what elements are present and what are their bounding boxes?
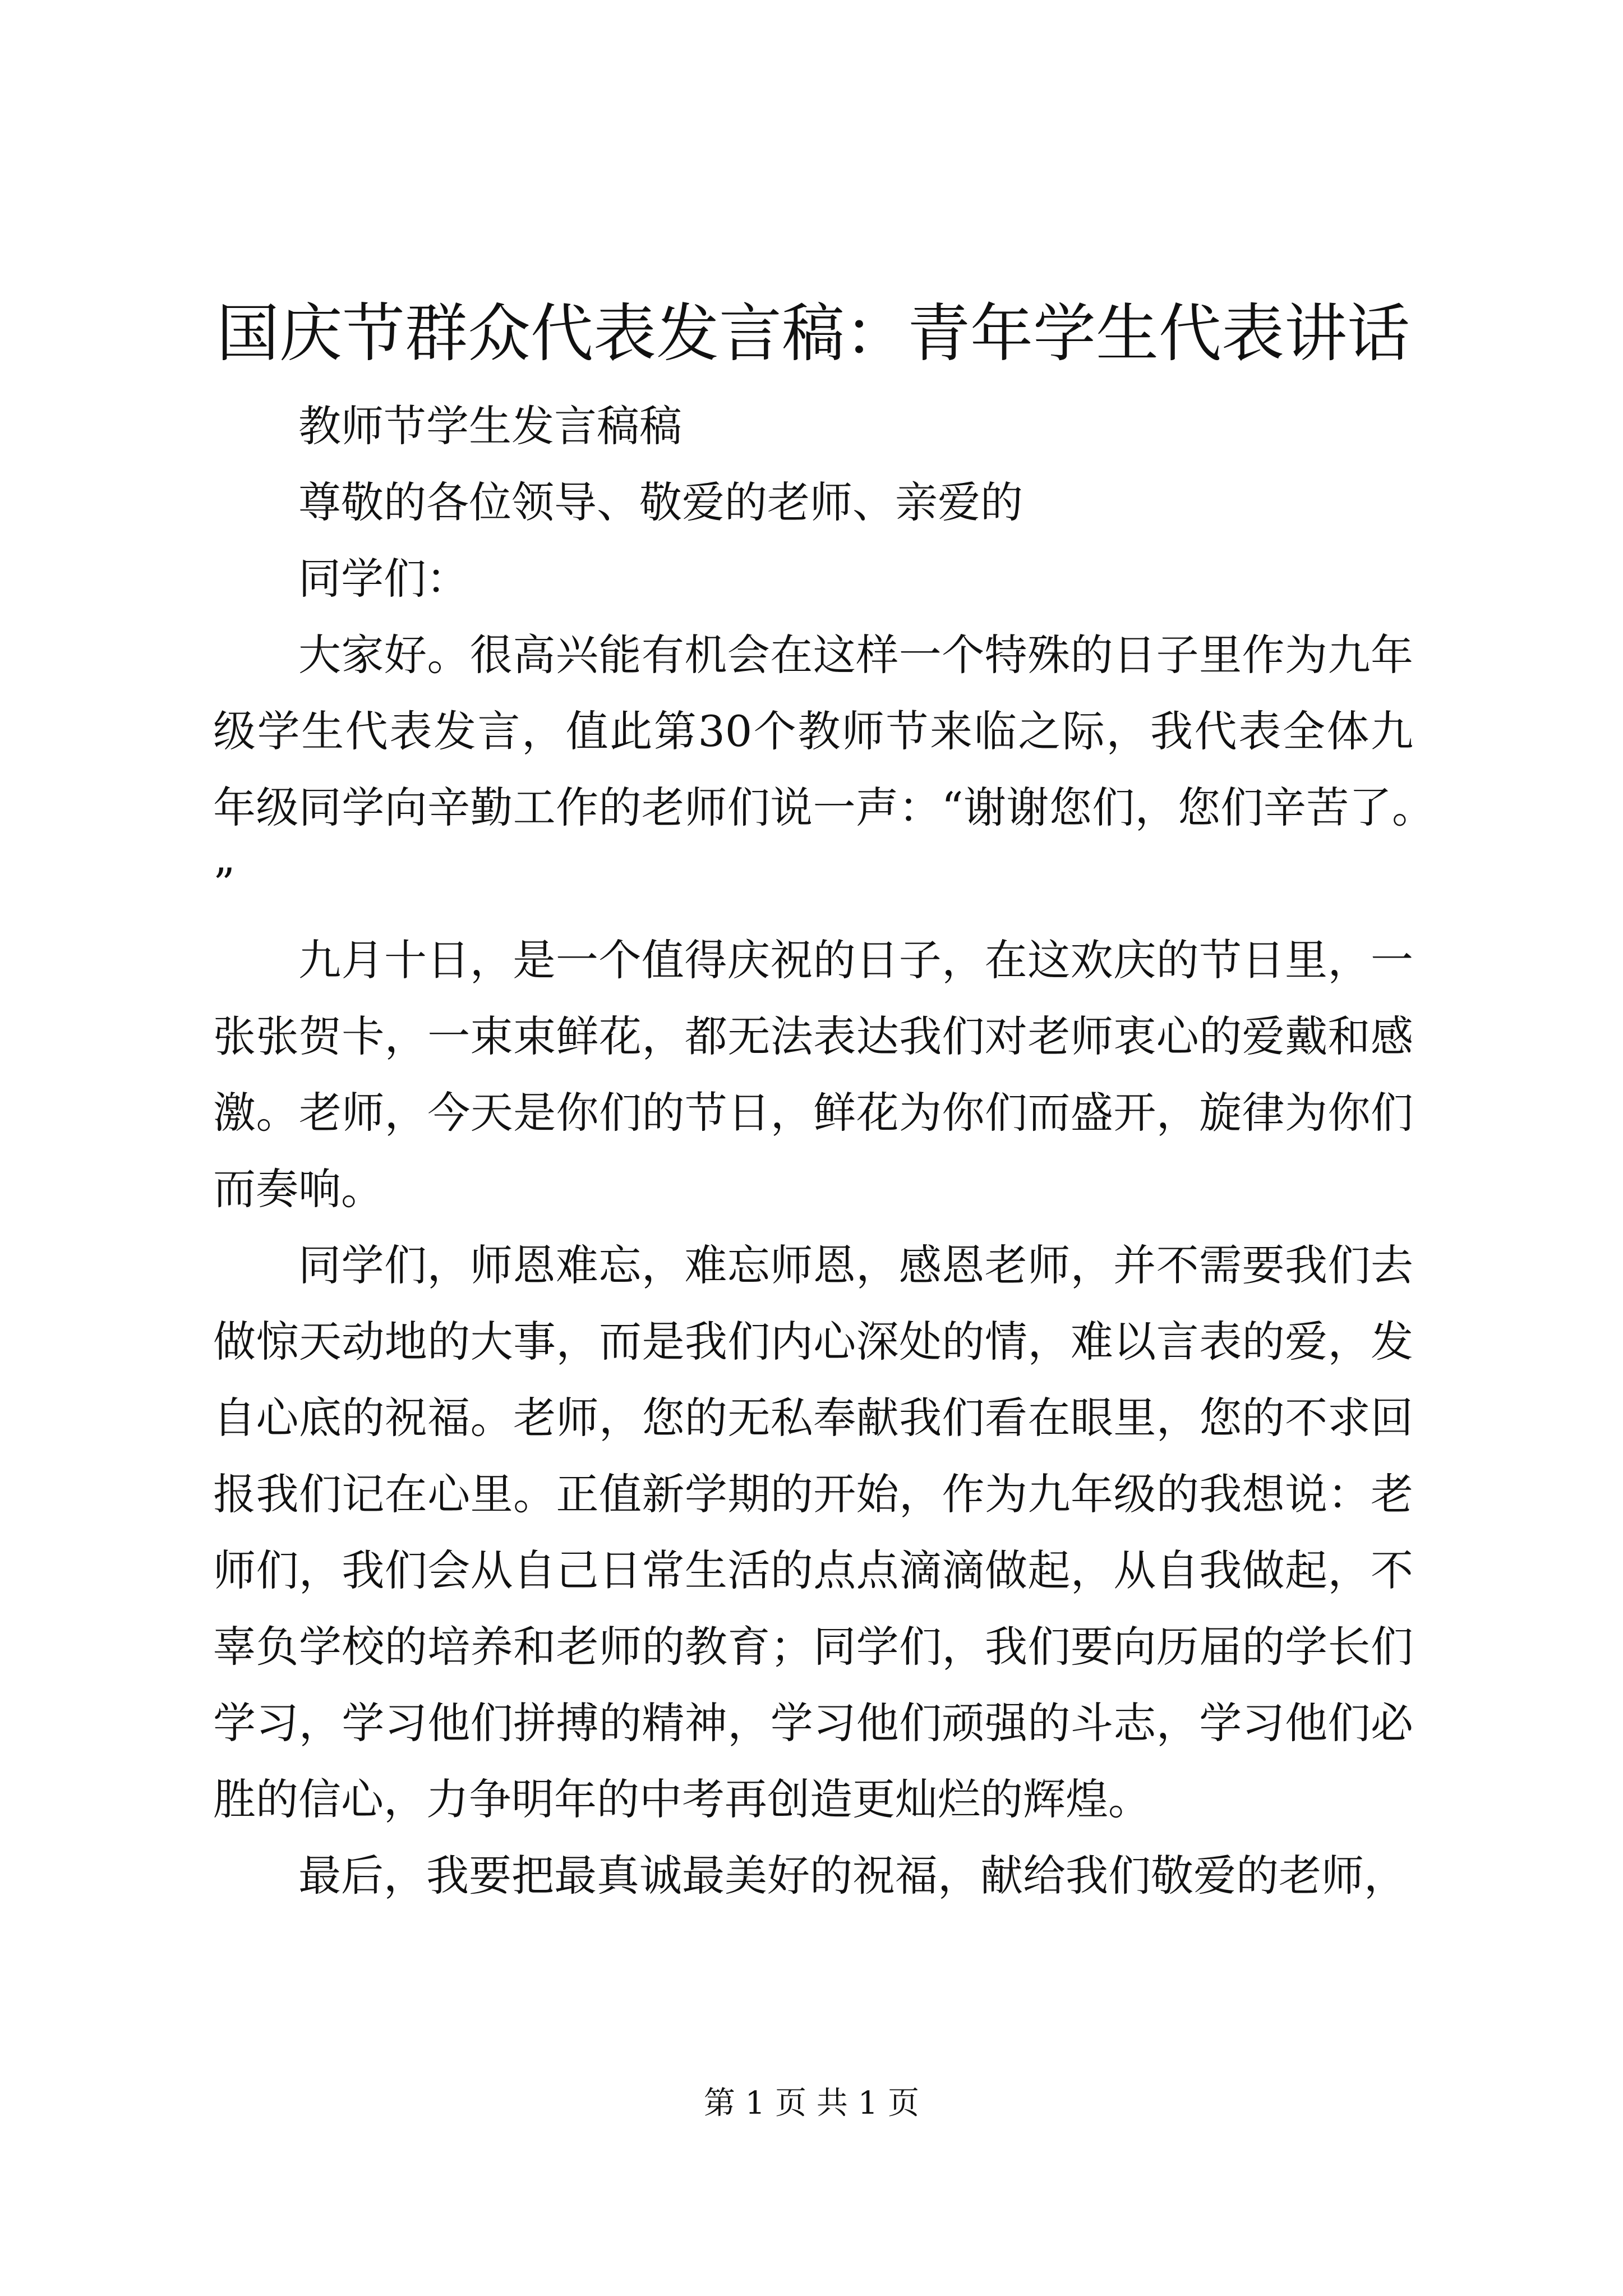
paragraph-closing: 最后，我要把最真诚最美好的祝福，献给我们敬爱的老师， bbox=[298, 1851, 1407, 1901]
paragraph-teachers-day: 九月十日，是一个值得庆祝的日子，在这欢庆的节日里，一张张贺卡，一束束鲜花，都无法表达我们对老师衷心的爱戴和感激。老师，今天是你们的节日，鲜花为你们而盛开，旋律为你们而奏响。 bbox=[213, 935, 1413, 1214]
document-body bbox=[213, 388, 1413, 1914]
paragraph-greeting: 大家好。很高兴能有机会在这样一个特殊的日子里作为九年级学生代表发言，值此第30个教师节来临之际，我代表全体九年级同学向辛勤工作的老师们说一声：“谢谢您们，您们辛苦了。” bbox=[213, 630, 1413, 909]
paragraph-gratitude: 同学们，师恩难忘，难忘师恩，感恩老师，并不需要我们去做惊天动地的大事，而是我们内心深处的情，难以言表的爱，发自心底的祝福。老师，您的无私奉献我们看在眼里，您的不求回报我们记在心里。正值新学期的开始，作为九年级的我想说：老师们，我们会从自己日常生活的点点滴滴做起，从自我做起，不辜负学校的培养和老师的教育；同学们，我们要向历届的学长们学习，学习他们拼搏的精神，学习他们顽强的斗志，学习他们必胜的信心，力争明年的中考再创造更灿烂的辉煌。 bbox=[213, 1240, 1413, 1824]
paragraph-heading: 教师节学生发言稿稿 bbox=[298, 401, 682, 451]
document-title: 国庆节群众代表发言稿：青年学生代表讲话 bbox=[216, 297, 1410, 370]
paragraph-salutation: 尊敬的各位领导、敬爱的老师、亲爱的 bbox=[298, 477, 1023, 527]
page-footer: 第 1 页 共 1 页 bbox=[703, 2085, 920, 2122]
paragraph-salutation-continued: 同学们： bbox=[298, 554, 469, 604]
